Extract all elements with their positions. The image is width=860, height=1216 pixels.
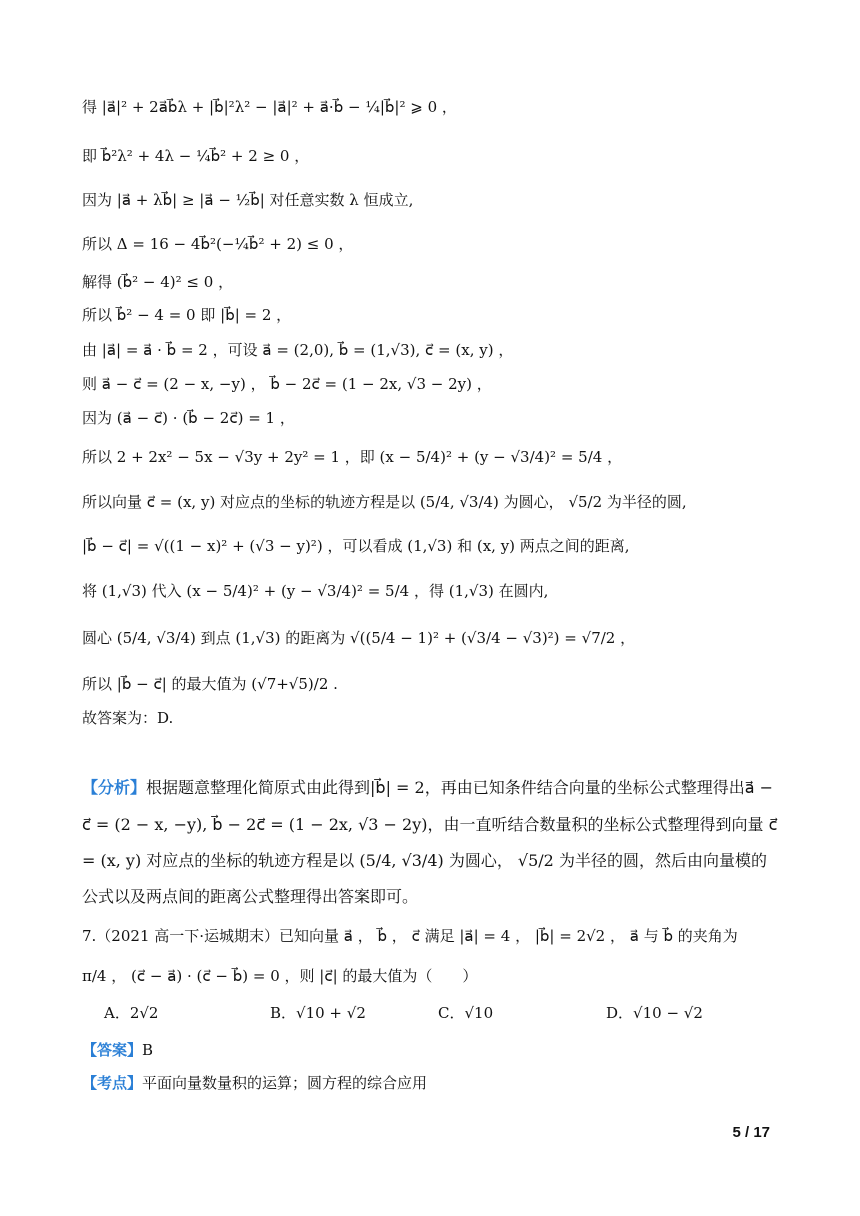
solution-line: |b⃗ − c⃗| = √((1 − x)² + (√3 − y)²) ，可以看成 (1,√3) 和 (x, y) 两点之间的距离, — [82, 537, 630, 555]
solution-line: 因为 |a⃗ + λb⃗| ≥ |a⃗ − ½b⃗| 对任意实数 λ 恒成立, — [82, 191, 414, 209]
solution-line: 所以 Δ = 16 − 4b⃗²(−¼b⃗² + 2) ≤ 0 ， — [82, 235, 354, 253]
analysis-text: 根据题意整理化简原式由此得到|b⃗| = 2，再由已知条件结合向量的坐标公式整理得出a⃗ − c⃗ = (2 − x, −y), b⃗ − 2c⃗ = (1 − 2x, √3 − 2y)，由一直听结合数量积的坐标公式整理得到向量 c⃗ = (x, y) 对应点的坐标的轨迹方程是以 (5/4, √3/4) 为圆心， √5/2 为半径的圆，然后由向量模的公式以及两点间的距离公式整理得出答案即可。 — [82, 778, 778, 906]
solution-line: 解得 (b⃗² − 4)² ≤ 0 ， — [82, 273, 234, 291]
solution-line: 则 a⃗ − c⃗ = (2 − x, −y) ， b⃗ − 2c⃗ = (1 − 2x, √3 − 2y) ， — [82, 375, 492, 393]
solution-line: 所以 |b⃗ − c⃗| 的最大值为 (√7+√5)/2 . — [82, 675, 338, 693]
solution-line: 所以 b⃗² − 4 = 0 即 |b⃗| = 2 ， — [82, 306, 292, 324]
knowledge-value: 平面向量数量积的运算；圆方程的综合应用 — [142, 1074, 428, 1092]
answer-tag: 【答案】 — [82, 1042, 143, 1059]
option-c: C．√10 — [438, 1004, 494, 1022]
solution-line: 因为 (a⃗ − c⃗) · (b⃗ − 2c⃗) = 1 ， — [82, 409, 295, 427]
option-a: A．2√2 — [104, 1004, 159, 1022]
question-stem: 7.（2021 高一下·运城期末）已知向量 a⃗ ， b⃗ ， c⃗ 满足 |a⃗| = 4 ， |b⃗| = 2√2 ， a⃗ 与 b⃗ 的夹角为 — [82, 927, 738, 945]
solution-line: 故答案为：D. — [82, 709, 174, 727]
solution-line: 由 |a⃗| = a⃗ · b⃗ = 2 ，可设 a⃗ = (2,0), b⃗ = (1,√3), c⃗ = (x, y) ， — [82, 341, 514, 359]
knowledge-tag: 【考点】 — [82, 1075, 143, 1092]
solution-line: 即 b⃗²λ² + 4λ − ¼b⃗² + 2 ≥ 0 ， — [82, 147, 310, 165]
knowledge-line — [82, 1072, 427, 1095]
solution-line: 所以向量 c⃗ = (x, y) 对应点的坐标的轨迹方程是以 (5/4, √3/4) 为圆心， √5/2 为半径的圆, — [82, 493, 687, 511]
answer-line — [82, 1039, 153, 1062]
solution-line: 所以 2 + 2x² − 5x − √3y + 2y² = 1 ，即 (x − 5/4)² + (y − √3/4)² = 5/4 ， — [82, 448, 623, 466]
page-number: 5 / 17 — [732, 1124, 770, 1141]
answer-value: B — [142, 1041, 154, 1059]
solution-line: 得 |a⃗|² + 2a⃗b⃗λ + |b⃗|²λ² − |a⃗|² + a⃗·b⃗ − ¼|b⃗|² ⩾ 0 ， — [82, 98, 457, 116]
solution-line: 圆心 (5/4, √3/4) 到点 (1,√3) 的距离为 √((5/4 − 1)² + (√3/4 − √3)²) = √7/2 ， — [82, 629, 636, 647]
analysis-paragraph — [82, 770, 782, 915]
analysis-tag: 【分析】 — [82, 780, 147, 797]
option-d: D．√10 − √2 — [606, 1004, 703, 1022]
option-b: B．√10 + √2 — [270, 1004, 366, 1022]
question-stem-continued: π/4 ， (c⃗ − a⃗) · (c⃗ − b⃗) = 0 ，则 |c⃗| 的最大值为（ ） — [82, 967, 478, 985]
solution-line: 将 (1,√3) 代入 (x − 5/4)² + (y − √3/4)² = 5/4 ，得 (1,√3) 在圆内, — [82, 582, 549, 600]
